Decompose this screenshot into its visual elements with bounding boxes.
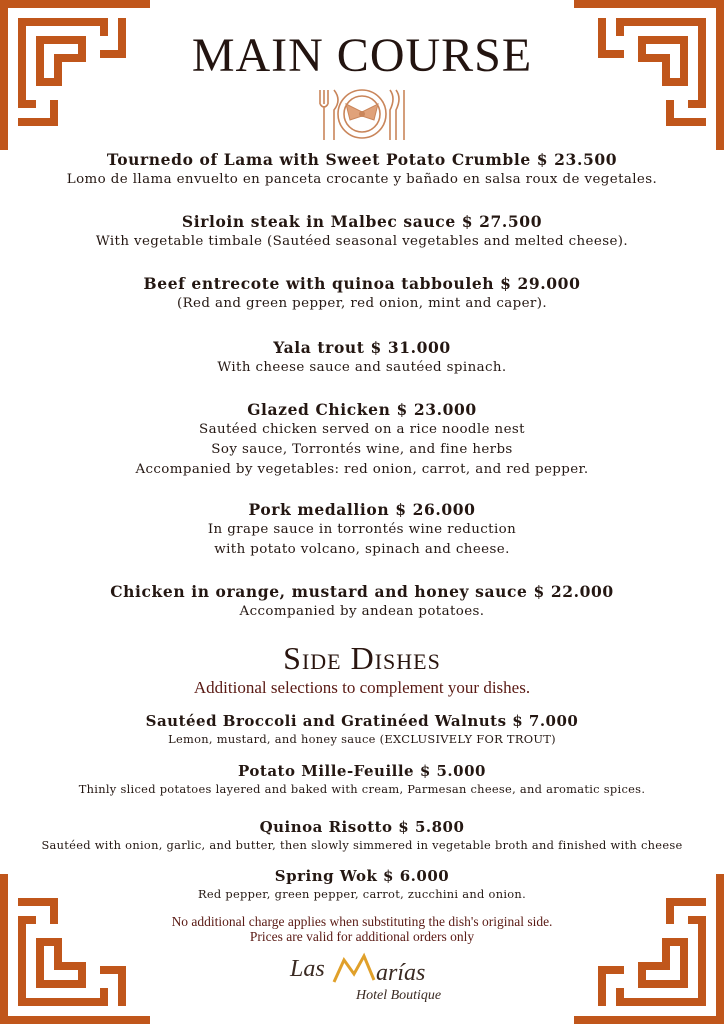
menu-item-description: (Red and green pepper, red onion, mint and caper). [176, 296, 548, 311]
menu-item-tournedo [0, 150, 724, 190]
menu-item-orange-chicken [0, 582, 724, 622]
menu-item-pork-medallion [0, 500, 724, 560]
side-item-mille-feuille [0, 762, 724, 796]
menu-item-sirloin [0, 212, 724, 252]
side-item-name: Spring Wok $ 6.000 [274, 867, 450, 885]
footer-note-line: Prices are valid for additional orders only [249, 929, 475, 944]
menu-item-name: Yala trout $ 31.000 [273, 338, 451, 357]
menu-item-name: Sirloin steak in Malbec sauce $ 27.500 [181, 212, 543, 231]
side-item-description: Red pepper, green pepper, carrot, zucchini and onion. [198, 887, 526, 901]
side-item-name: Quinoa Risotto $ 5.800 [259, 818, 465, 836]
menu-item-name: Tournedo of Lama with Sweet Potato Crumble $ 23.500 [106, 150, 618, 169]
logo-text-part1: Las [290, 956, 325, 982]
logo-subtitle: Hotel Boutique [356, 988, 442, 1003]
page-title: MAIN COURSE [191, 29, 533, 82]
side-item-description: Thinly sliced potatoes layered and baked with cream, Parmesan cheese, and aromatic spices. [78, 782, 646, 796]
side-item-quinoa-risotto [0, 818, 724, 852]
menu-item-description: With cheese sauce and sautéed spinach. [217, 360, 507, 375]
menu-item-description: Accompanied by vegetables: red onion, carrot, and red pepper. [135, 462, 589, 477]
section-subtitle: Additional selections to complement your dishes. [193, 678, 531, 697]
menu-item-description: With vegetable timbale (Sautéed seasonal vegetables and melted cheese). [95, 234, 629, 249]
menu-item-description: Accompanied by andean potatoes. [239, 604, 485, 619]
menu-item-name: Pork medallion $ 26.000 [248, 500, 476, 519]
side-item-description: Sautéed with onion, garlic, and butter, then slowly simmered in vegetable broth and finished with cheese [41, 838, 683, 852]
menu-item-glazed-chicken [0, 400, 724, 480]
side-item-name: Potato Mille-Feuille $ 5.000 [238, 762, 486, 780]
menu-item-description: Sautéed chicken served on a rice noodle nest [199, 422, 525, 437]
menu-item-name: Glazed Chicken $ 23.000 [247, 400, 477, 419]
side-item-name: Sautéed Broccoli and Gratinéed Walnuts $ 7.000 [145, 712, 579, 730]
menu-item-trout [0, 338, 724, 378]
footer-note-line: No additional charge applies when substituting the dish's original side. [171, 914, 553, 929]
menu-item-entrecote [0, 274, 724, 314]
menu-item-description: Soy sauce, Torrontés wine, and fine herbs [211, 442, 513, 457]
mountain-logo-icon [334, 956, 374, 982]
plate-cutlery-icon [312, 86, 412, 142]
side-item-spring-wok [0, 867, 724, 901]
side-item-description: Lemon, mustard, and honey sauce (EXCLUSIVELY FOR TROUT) [168, 732, 556, 746]
menu-item-description: Lomo de llama envuelto en panceta crocante y bañado en salsa roux de vegetales. [66, 172, 658, 187]
section-title-side-dishes: Side Dishes [283, 640, 441, 676]
footer-note [0, 914, 724, 944]
menu-item-name: Beef entrecote with quinoa tabbouleh $ 29.000 [143, 274, 581, 293]
menu-item-description: with potato volcano, spinach and cheese. [214, 542, 510, 557]
menu-item-name: Chicken in orange, mustard and honey sauce $ 22.000 [110, 582, 614, 601]
logo-wordmark [286, 948, 446, 988]
side-item-broccoli [0, 712, 724, 746]
menu-item-description: In grape sauce in torrontés wine reduction [207, 522, 517, 537]
logo-text-part2: arías [376, 960, 426, 986]
hotel-logo [286, 948, 446, 1010]
